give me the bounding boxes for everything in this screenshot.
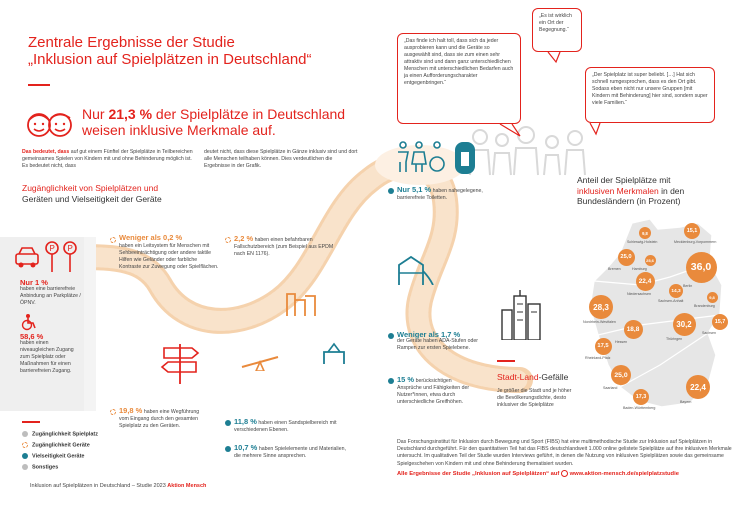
intro-left-text: auf gut einem Fünftel der Spielplätze in Teilbereichen gemeinsames Spielen von Kindern mit und ohne Behinderung möglich ist. Es bedeutet nicht, dass: [22, 149, 193, 170]
divider-top: [28, 84, 50, 86]
map-state-label: Saarland: [603, 386, 618, 390]
legend-swatch: [22, 442, 28, 448]
stat-fall-text: haben einen befahrbaren Fallschutzbereich (zum Beispiel aus EPDM nach EN 1176).: [234, 237, 334, 257]
stat-elements-text: haben Spielelemente und Materialien, die mehrere Sinne ansprechen.: [234, 446, 346, 459]
stat-access-text: haben einen niveaugleichen Zugang zum Spielplatz oder Maßnahmen für einen barrierefreien Zugang.: [20, 340, 74, 374]
legend-label: Zugänglichkeit Spielplatz: [32, 431, 99, 438]
map-value-circle: 25,6: [645, 255, 656, 266]
map-value-circle: 25,0: [618, 249, 635, 266]
quote-3-text: „Der Spielplatz ist super beliebt. […] Hat sich schnell rumgesprochen, dass es den Ort gibt. Sodass eben nicht nur unsere Gruppen [mit Kindern mit Behinderung] hier sind, sondern super viele Familien.“: [592, 72, 708, 106]
map-state-label: Hessen: [615, 339, 628, 344]
map-state-label: Bremen: [608, 266, 621, 271]
section-title-dark: Geräten und Vielseitigkeit der Geräte: [22, 193, 162, 204]
map-state-label: Thüringen: [666, 336, 683, 341]
section-title-red: Zugänglichkeit von Spielplätzen und: [22, 183, 159, 193]
legend-item: [22, 431, 98, 437]
map-state-label: Sachsen-Anhalt: [658, 299, 684, 303]
page-title-line1: Zentrale Ergebnisse der Studie: [28, 34, 235, 51]
legend-item: [22, 453, 84, 459]
headline-highlight: 21,3 %: [108, 106, 153, 122]
map-value-circle: 14,3: [669, 284, 683, 298]
stat-parking-value: Nur 1 %: [20, 278, 48, 287]
legend-label: Zugänglichkeit Geräte: [32, 442, 90, 449]
map-value-circle: 25,0: [611, 365, 631, 385]
section-title: [22, 183, 202, 204]
quote-1-text: „Das finde ich halt toll, dass sich da jeder ausprobieren kann und die Geräte so ausgewählt sind, dass sie zum einen sehr attraktiv sind und dann ganz unterschiedlichen Menschen mit unterschiedlichen Bedarfen auch ja einen Aufforderungscharakter entgegenbringen.“: [404, 38, 514, 86]
study-link[interactable]: [397, 470, 679, 477]
map-value-circle: 18,8: [624, 320, 643, 339]
city-icon: [500, 290, 544, 340]
map-title-dark: Anteil der Spielplätze mit: [577, 175, 671, 185]
footer-text: Inklusion auf Spielplätzen in Deutschland – Studie 2023: [30, 483, 166, 489]
svg-text:P: P: [67, 244, 73, 253]
stadt-land-title-dark: -Gefälle: [538, 372, 569, 382]
stat-toilets-text: haben nahegelegene, barrierefreie Toiletten.: [397, 188, 483, 201]
stat-ada-value: Weniger als 1,7 %: [397, 330, 461, 339]
globe-icon: [561, 470, 568, 477]
map-value-circle: 15,7: [712, 314, 728, 330]
seesaw-icon: [240, 355, 280, 371]
stat-fall-value: 2,2 %: [234, 234, 254, 243]
intro-lead: Das bedeutet, dass: [22, 149, 70, 155]
stat-guidance: [119, 234, 219, 271]
bullet-guidance: [110, 237, 116, 243]
bullet-abilities: [388, 378, 394, 384]
germany-map: [580, 215, 730, 410]
map-value-circle: 9,8: [707, 292, 718, 303]
divider-stadt: [497, 360, 515, 362]
map-state-label: Berlin: [683, 283, 693, 288]
map-state-label: Nordrhein-Westfalen: [583, 320, 616, 324]
map-value-circle: 15,1: [684, 223, 700, 239]
footer-brand: Aktion Mensch: [167, 483, 207, 489]
stat-parking: [20, 279, 90, 307]
map-value-circle: 28,3: [589, 295, 613, 319]
svg-text:P: P: [49, 244, 55, 253]
climbing-bars-icon: [285, 290, 319, 316]
map-title: [577, 175, 737, 207]
map-state-label: Rheinland-Pfalz: [585, 355, 611, 360]
stat-sand-text: haben einen Sandspielbereich mit verschiedenen Ebenen.: [234, 420, 337, 433]
map-title-rest: in den Bundesländern (in Prozent): [577, 185, 685, 206]
legend-swatch: [22, 431, 28, 437]
playhouse-slide-icon: [395, 255, 435, 285]
stat-sand-value: 11,8 %: [234, 417, 257, 426]
stat-elements-value: 10,7 %: [234, 443, 258, 452]
stat-ada-text: der Geräte haben ADA-Stufen oder Rampen zur ersten Spielebene.: [397, 338, 479, 351]
map-value-circle: 9,8: [639, 227, 651, 239]
headline-line1: [82, 106, 345, 122]
map-value-circle: 30,2: [673, 313, 696, 336]
intro-left: [22, 149, 197, 171]
map-state-label: Niedersachsen: [627, 291, 651, 296]
stat-path-text: haben eine Wegführung vom Eingang durch den gesamten Spielplatz zu den Geräten.: [119, 409, 200, 429]
map-state-label: Mecklenburg-Vorpommern: [674, 240, 717, 244]
stat-fall: [234, 235, 344, 258]
legend-label: Vielseitigkeit Geräte: [32, 453, 85, 460]
legend-swatch: [22, 453, 28, 459]
map-value-circle: 36,0: [686, 252, 717, 283]
stat-elements: [234, 444, 354, 460]
signpost-icon: [160, 340, 200, 384]
stat-guidance-text: haben ein Leitsystem für Menschen mit Sehbeeinträchtigung oder andere taktile Hilfen wie Geländer oder farbliche Kontraste zur Zuwegung oder Spielflächen.: [119, 243, 219, 270]
map-state-label: Bayern: [680, 400, 692, 404]
sandbox-icon: [320, 340, 348, 368]
stat-sand: [234, 418, 354, 434]
children-faces-icon: [24, 108, 76, 140]
stat-abilities-value: 15 %: [397, 375, 415, 384]
study-link-text: Alle Ergebnisse der Studie „Inklusion auf Spielplätzen“ auf: [397, 471, 560, 478]
toilets-icon: [395, 140, 477, 176]
wheelchair-icon: [20, 313, 38, 331]
bullet-toilets: [388, 188, 394, 194]
bullet-elements: [225, 446, 231, 452]
bullet-path: [110, 409, 116, 415]
car-parking-icon: [14, 240, 94, 274]
map-value-circle: 22,4: [686, 375, 710, 399]
quote-2-text: „Es ist wirklich ein Ort der Begegnung.“: [539, 13, 572, 33]
legend-item: [22, 464, 58, 470]
stadt-land-text: Je größer die Stadt und je höher die Bevölkerungsdichte, desto inklusiver die Spielplätze: [497, 388, 572, 409]
map-value-circle: 17,5: [595, 338, 612, 355]
stat-access-value: 58,6 %: [20, 332, 44, 341]
bullet-sand: [225, 420, 231, 426]
stadt-land-title: [497, 372, 568, 382]
stat-abilities-text: berücksichtigen Ansprüche und Fähigkeiten der Nutzer*innen, etwa durch unterschiedliche Greifhöhen.: [397, 378, 470, 405]
headline-pre: Nur: [82, 106, 109, 122]
stat-path-value: 19,8 %: [119, 406, 143, 415]
stadt-land-title-red: Stadt-Land: [497, 372, 539, 382]
stat-parking-text: haben eine barrierefreie Anbindung an Parkplätze / ÖPNV.: [20, 286, 81, 306]
page-title-line2: „Inklusion auf Spielplätzen in Deutschland“: [28, 51, 312, 68]
headline-post: der Spielplätze in Deutschland: [152, 106, 346, 122]
legend-label: Sonstiges: [32, 464, 59, 471]
bullet-fall: [225, 237, 231, 243]
stat-access: [20, 333, 84, 375]
stat-path: [119, 407, 209, 430]
legend-swatch: [22, 464, 28, 470]
map-value-circle: 17,3: [633, 389, 649, 405]
footer: [30, 483, 206, 489]
map-state-label: Brandenburg: [694, 303, 715, 308]
stat-ada: [397, 331, 487, 352]
headline-line2: weisen inklusive Merkmale auf.: [82, 122, 276, 138]
map-title-red: inklusiven Merkmalen: [577, 185, 659, 196]
map-state-label: Hamburg: [632, 266, 647, 271]
stat-toilets-value: Nur 5,1 %: [397, 185, 432, 194]
stat-guidance-value: Weniger als 0,2 %: [119, 233, 183, 242]
stat-toilets: [397, 186, 497, 202]
map-state-label: Baden-Württemberg: [623, 406, 656, 410]
bullet-ada: [388, 333, 394, 339]
map-state-label: Sachsen: [702, 331, 716, 335]
map-value-circle: 22,4: [636, 272, 655, 291]
study-link-url[interactable]: www.aktion-mensch.de/spielplatzstudie: [569, 471, 679, 478]
method-text: Das Forschungsinstitut für Inklusion durch Bewegung und Sport (FIBS) hat eine multimethodische Studie zur Inklusion auf Spielplätzen in Deutschland durchgeführt. Für den quantitativen Teil hat das FIBS deutschlandweit 1.000 online gelistete Spielplätze auf ihre inklusiven Merkmale untersucht. Im qualitativen Teil der Studie wurden Interviews geführt, in denen die Nutzung von inklusiven Spielplätzen sowie das gemeinsame Spielgeschehen von Kindern mit und ohne Behinderung thematisiert wurden.: [397, 439, 732, 467]
map-state-label: Schleswig-Holstein: [627, 240, 658, 244]
stat-abilities: [397, 376, 477, 406]
intro-right: deutet nicht, dass diese Spielplätze in Gänze inklusiv sind und dort alle Menschen teilhaben können. Dies verdeutlichen die Ergebnisse in der Grafik.: [204, 149, 358, 170]
divider-legend: [22, 421, 40, 423]
legend-item: [22, 442, 90, 448]
